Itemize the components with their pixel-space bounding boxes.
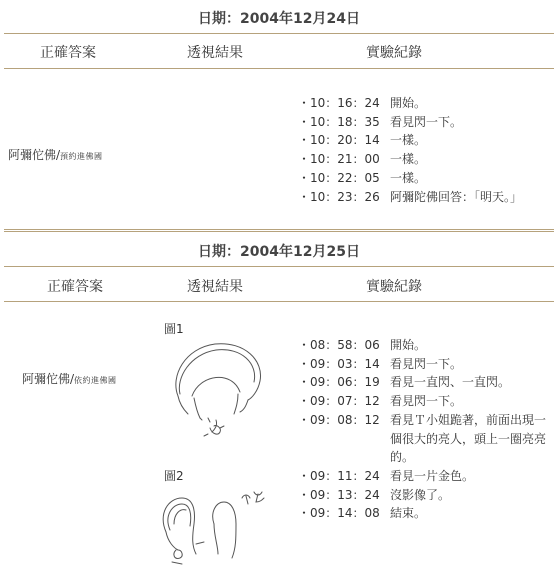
header-correct-answer: 正確答案 <box>47 279 103 295</box>
figure1-label: 圖1 <box>164 322 184 336</box>
section2-correct-answer: 阿彌佗佛/依約進佛國 <box>22 372 117 386</box>
log-row: ・10：16：24 開始。 <box>298 96 427 110</box>
divider <box>4 301 554 302</box>
log-row: ・10：21：00 一樣。 <box>298 152 427 167</box>
figure1-sketch <box>160 336 270 446</box>
figure2-sketch <box>152 484 272 570</box>
header-experiment-log: 實驗紀錄 <box>366 45 422 61</box>
log-row: ・08：58：06 開始。 <box>298 338 427 352</box>
figure2-label: 圖2 <box>164 469 184 483</box>
log-row: ・10：22：05 一樣。 <box>298 170 427 185</box>
section2-log <box>298 336 550 523</box>
log-row: ・09：14：08 結束。 <box>298 506 427 521</box>
section1-log <box>298 94 522 206</box>
log-row: ・10：20：14 一樣。 <box>298 133 427 148</box>
header-experiment-log: 實驗紀錄 <box>366 279 422 295</box>
log-row: ・10：18：35 看見閃一下。 <box>298 114 463 129</box>
log-row: ・09：07：12 看見閃一下。 <box>298 394 463 409</box>
log-row: ・09：03：14 看見閃一下。 <box>298 356 463 371</box>
divider <box>4 266 554 267</box>
section1-correct-answer: 阿彌佗佛/預約進佛國 <box>8 148 103 162</box>
section-separator <box>4 229 554 235</box>
log-row: ・09：13：24 沒影像了。 <box>298 487 451 502</box>
log-row: ・09：08：12 看見Ｔ小姐跪著，前面出現一個很大的亮人，頭上一圈亮亮的。 <box>298 412 547 465</box>
divider <box>4 33 554 34</box>
header-viewing-result: 透視結果 <box>187 45 243 61</box>
section2-date: 日期：2004年12月25日 <box>198 244 360 260</box>
header-correct-answer: 正確答案 <box>40 45 96 61</box>
log-row: ・09：06：19 看見一直閃、一直閃。 <box>298 375 511 390</box>
log-row: ・10：23：26 阿彌陀佛回答：「明天。」 <box>298 189 523 204</box>
log-row: ・09：11：24 看見一片金色。 <box>298 468 475 483</box>
header-viewing-result: 透視結果 <box>187 279 243 295</box>
section1-date: 日期：2004年12月24日 <box>198 11 360 27</box>
divider <box>4 68 554 69</box>
